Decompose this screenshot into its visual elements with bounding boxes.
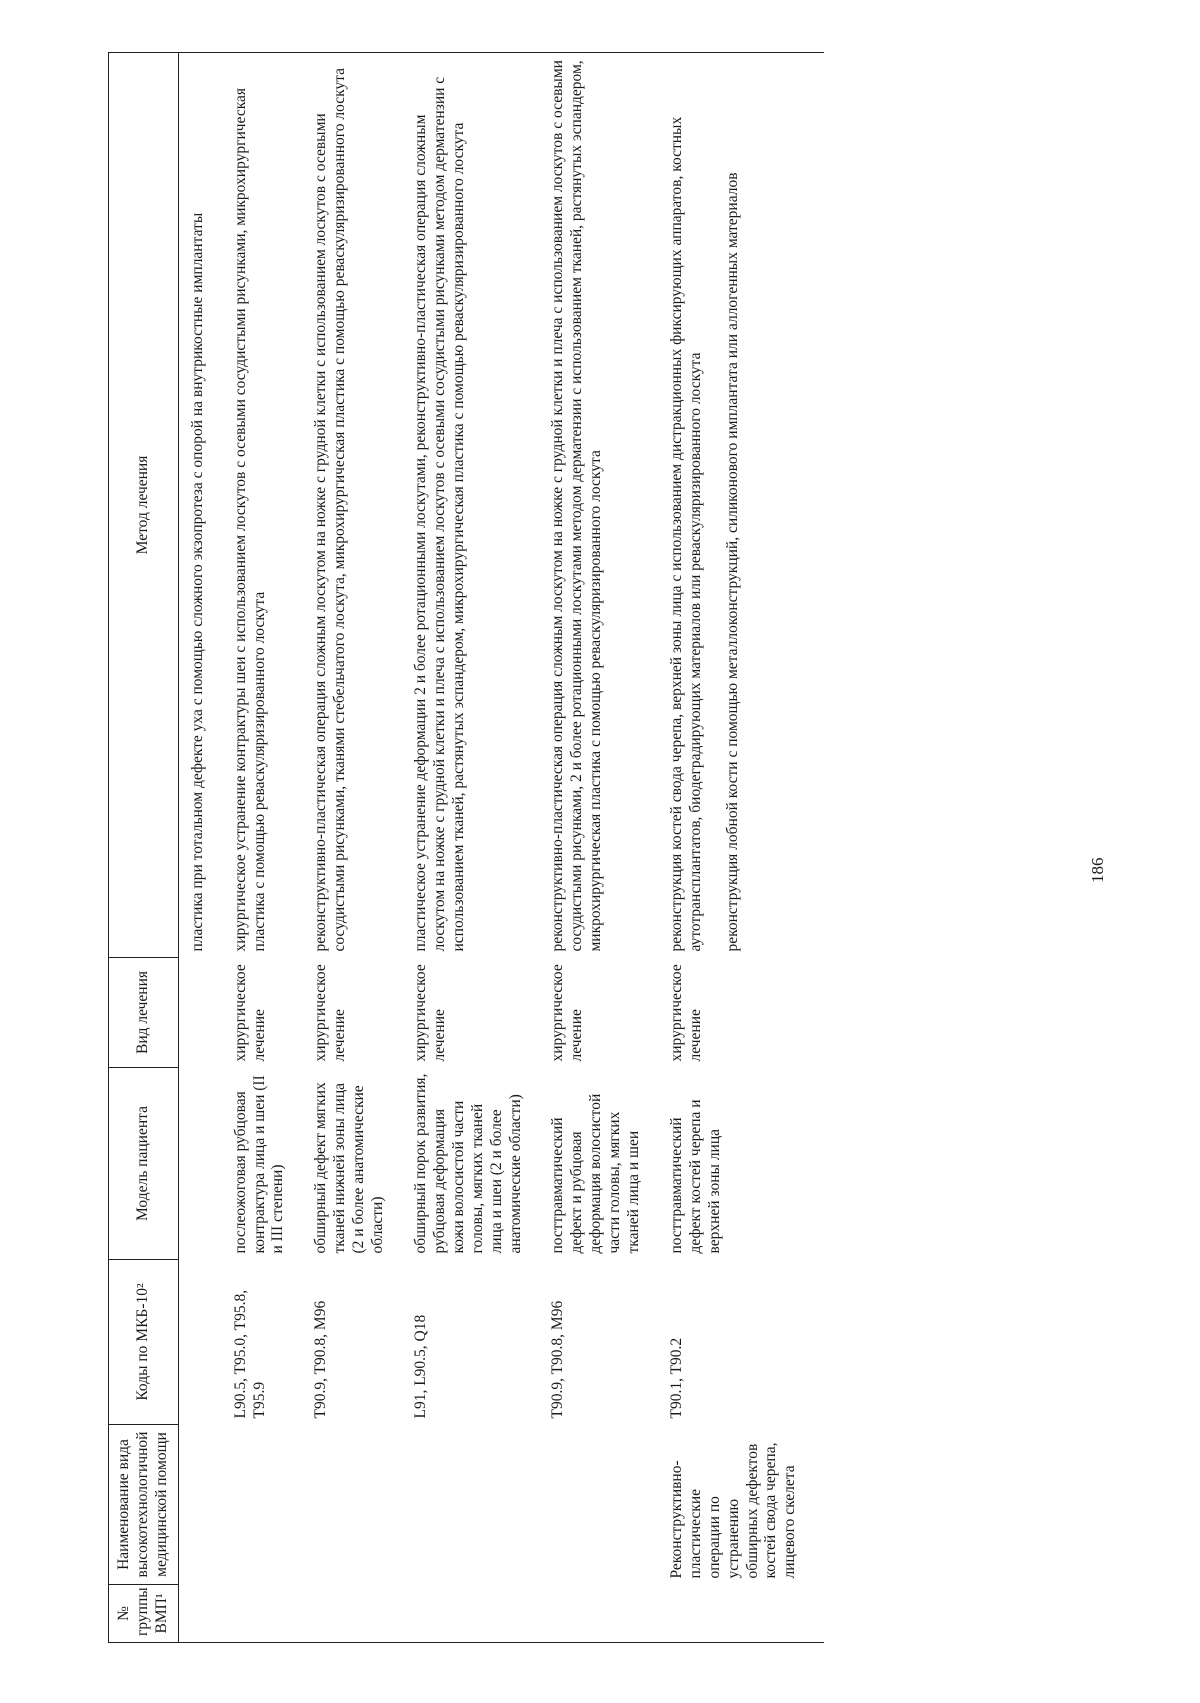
header-patient-model: Модель пациента (109, 1068, 179, 1260)
cell-care-type-name: Реконструктивно-пластические операции по устранению обширных дефектов костей свода черепа, лицевого скелета (667, 1442, 799, 1579)
cell-care-type-name (312, 1425, 412, 1585)
cell-patient-model: посттравматический дефект костей черепа и верхней зоны лица (667, 1099, 723, 1254)
method-gap (706, 59, 724, 952)
cell-treatment-type: хирургическое лечение (231, 964, 268, 1062)
cell-care-type-name (412, 1425, 549, 1585)
table-row (178, 53, 231, 1643)
cell-icd-codes: L91, L90.5, Q18 (411, 1314, 429, 1419)
header-treatment-type: Вид лечения (109, 958, 179, 1068)
cell-icd-codes: T90.9, T90.8, M96 (312, 1300, 330, 1419)
table-row (668, 53, 824, 1643)
cell-group-number (412, 1585, 549, 1643)
cell-treatment-method: реконструктивно-пластическая операция сложным лоскутом на ножке с грудной клетки с использованием лоскутов с осевыми сосудистыми рисунками, тканями стебельчатого лоскута, микрохирургическая пластика с помощью реваскуляризированного лоскута (312, 53, 412, 958)
cell-treatment-type (178, 958, 231, 1068)
cell-treatment-method: хирургическое устранение контрактуры шеи с использованием лоскутов с осевыми сосудистыми рисунками, микрохирургическая пластика с помощью реваскуляризированного лоскута (232, 53, 313, 958)
cell-icd-codes: T90.1, T90.2 (667, 1337, 685, 1419)
cell-treatment-method: реконструктивно-пластическая операция сложным лоскутом на ножке с грудной клетки и плеча с использованием лоскутов с осевыми сосудистыми рисунками, 2 и более ротационными лоскутами методом дерматензии с использованием тканей, растянутых эспандером, микрохирургическая пластика с помощью реваскуляризированного лоскута (549, 53, 668, 958)
cell-treatment-method: пластика при тотальном дефекте уха с помощью сложного экзопротеза с опорой на внутрикостные имплантаты (178, 53, 231, 958)
cell-group-number (232, 1585, 313, 1643)
method-text-extra: реконструкция лобной кости с помощью металлоконструкций, силиконового имплантата или аллогенных материалов (723, 172, 741, 952)
cell-patient-model: обширный порок развития, рубцовая деформация кожи волосистой части головы, мягких тканей лица и шеи (2 и более анатомические области) (411, 1073, 524, 1254)
cell-care-type-name (178, 1425, 231, 1585)
vmp-table-container (108, 53, 824, 1643)
vmp-table (108, 52, 824, 1643)
cell-group-number (312, 1585, 412, 1643)
cell-group-number (178, 1585, 231, 1643)
cell-treatment-type: хирургическое лечение (411, 964, 448, 1062)
cell-treatment-method (668, 53, 824, 958)
table-row (549, 53, 668, 1643)
cell-patient-model (178, 1068, 231, 1260)
table-row (312, 53, 412, 1643)
cell-care-type-name (549, 1425, 668, 1585)
header-group-number: № группы ВМП¹ (109, 1585, 179, 1643)
cell-patient-model: послеожоговая рубцовая контрактура лица и шеи (II и III степени) (231, 1075, 287, 1254)
cell-treatment-method: пластическое устранение деформации 2 и более ротационными лоскутами, реконструктивно-пластическая операция сложным лоскутом на ножке с грудной клетки и плеча с использованием лоскутов с осевыми сосудистыми рисунками методом дерматензии с использованием тканей, растянутых эспандером, микрохирургическая пластика с помощью реваскуляризированного лоскута (412, 53, 549, 958)
cell-patient-model: посттравматический дефект и рубцовая деформация волосистой части головы, мягких тканей лица и шеи (549, 1093, 643, 1254)
header-care-type-name: Наименование вида высокотехнологичной медицинской помощи (109, 1425, 179, 1585)
cell-icd-codes: T90.9, T90.8, M96 (549, 1300, 567, 1419)
table-row (232, 53, 313, 1643)
cell-patient-model: обширный дефект мягких тканей нижней зоны лица (2 и более анатомические области) (312, 1082, 387, 1254)
cell-treatment-type: хирургическое лечение (549, 964, 586, 1062)
header-treatment-method: Метод лечения (109, 53, 179, 958)
cell-icd-codes (178, 1260, 231, 1425)
cell-group-number (668, 1585, 824, 1643)
table-header-row (109, 53, 179, 1643)
cell-treatment-type: хирургическое лечение (667, 964, 704, 1062)
table-row (412, 53, 549, 1643)
header-icd-codes: Коды по МКБ-10² (109, 1260, 179, 1425)
method-text: реконструкция костей свода черепа, верхней зоны лица с использованием дистракционных фиксирующих аппаратов, костных аутотрансплантатов, биодеградирующих материалов или реваскуляризированного лоскута (667, 116, 704, 952)
cell-icd-codes: L90.5, T95.0, T95.8, T95.9 (231, 1289, 268, 1419)
cell-group-number (549, 1585, 668, 1643)
page-number: 186 (1088, 857, 1107, 883)
cell-care-type-name (232, 1425, 313, 1585)
cell-treatment-type: хирургическое лечение (312, 964, 349, 1062)
